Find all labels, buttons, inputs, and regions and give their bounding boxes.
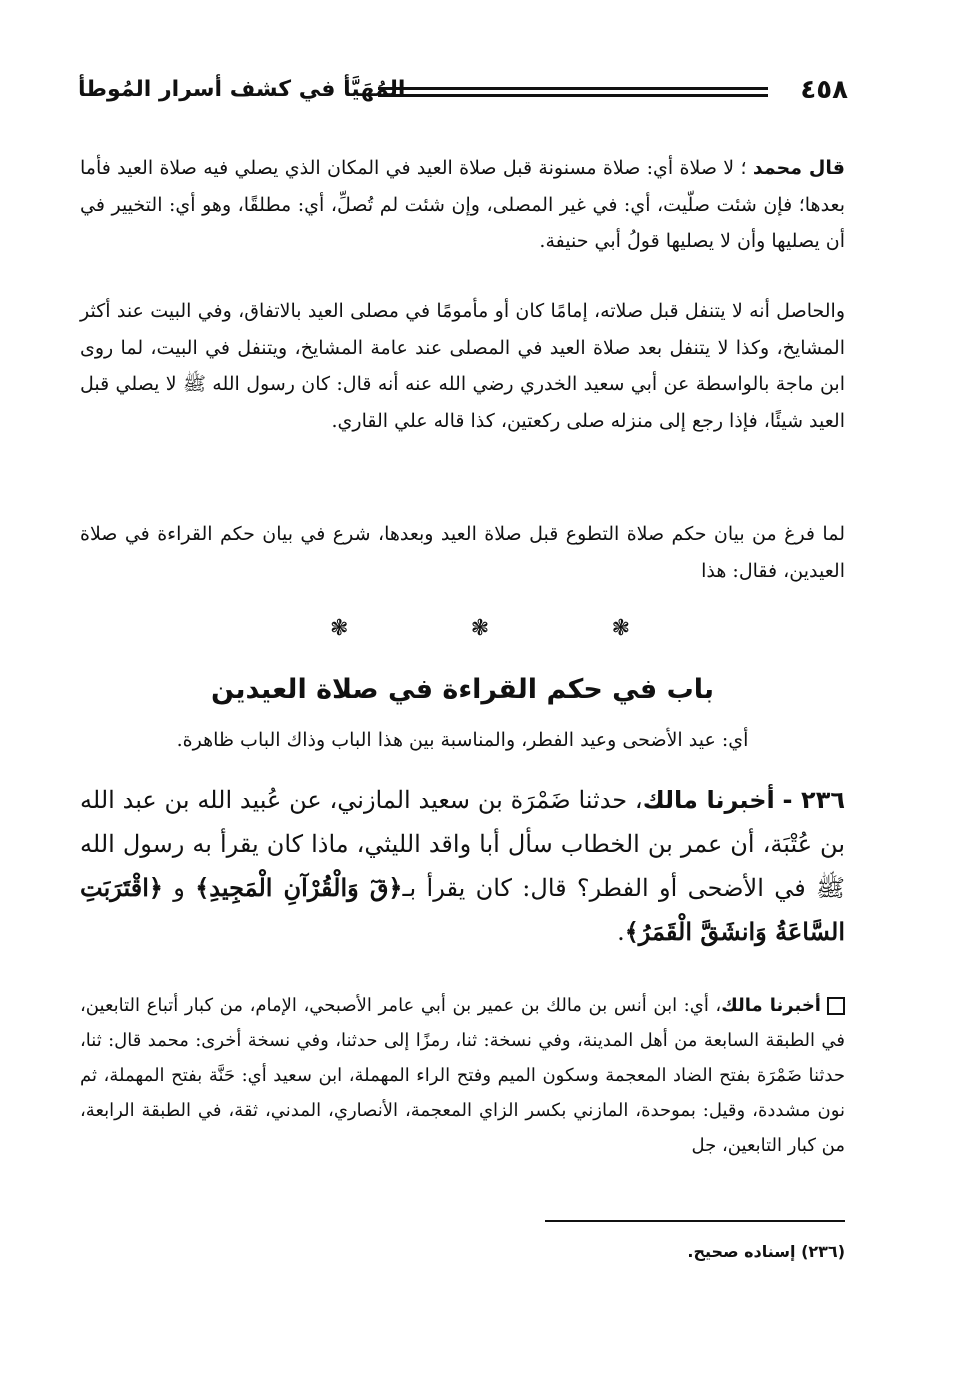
section-separator (330, 614, 630, 644)
header-rule (378, 87, 768, 95)
hadith-end: . (617, 918, 625, 946)
page-number: ٤٥٨ (800, 75, 848, 105)
hadith-body: ، حدثنا ضَمْرَة بن سعيد المازني، عن عُبيد الله بن عبد الله بن عُتْبَة، أن عمر بن الخطاب سأل أبا واقد الليثي، ماذا كان يقرأ به رسول الله ﷺ في الأضحى أو الفطر؟ قال: كان يقرأ بـ (80, 786, 846, 902)
footnote: (٢٣٦) إسناده صحيح. (687, 1242, 845, 1261)
star-icon: ❃ (611, 616, 630, 641)
paragraph-text: أي: عيد الأضحى وعيد الفطر، والمناسبة بين هذا الباب وذاك الباب ظاهرة. (176, 729, 749, 751)
hadith-number: ٢٣٦ - (782, 786, 845, 814)
quran-verse: ﴿اقْتَرَبَتِ السَّاعَةُ وَانشَقَّ الْقَمَرُ﴾ (80, 873, 845, 946)
page-header (78, 70, 848, 114)
paragraph-text: لما فرغ من بيان حكم صلاة التطوع قبل صلاة العيد وبعدها، شرع في بيان حكم القراءة في صلاة العيدين، فقال: هذا (80, 523, 845, 582)
quran-verse: ﴿قٓ وَالْقُرْآنِ الْمَجِيدِ﴾ (195, 873, 403, 902)
square-bullet-icon (827, 997, 845, 1015)
book-title: المُهَيَّأ في كشف أسرار المُوطأ (78, 77, 406, 102)
hadith-lead: أخبرنا مالك (642, 786, 775, 814)
footnote-divider (545, 1220, 845, 1222)
commentary-text: ، أي: ابن أنس بن مالك بن عمير بن أبي عامر الأصبحي، الإمام، من كبار أتباع التابعين، في الطبقة السابعة من أهل المدينة، وفي نسخة: ثنا، رمزًا إلى حدثنا، وفي نسخة أخرى: محمد قال: ثنا، حدثنا ضَمْرَة بفتح الضاد المعجمة وسكون الميم وفتح الراء المهملة، ابن سعيد أي: حَنَّة بفتح المهملة، ثم نون مشددة، وقيل: بموحدة، المازني بكسر الزاي المعجمة، الأنصاري، المدني، ثقة، في الطبقة الرابعة، من كبار التابعين، جل (80, 995, 845, 1156)
star-icon: ❃ (330, 616, 349, 641)
paragraph-commentary-muhammad (80, 150, 845, 260)
paragraph-transition (80, 516, 845, 589)
commentary-paragraph (80, 988, 845, 1163)
paragraph-text: ؛ لا صلاة أي: صلاة مسنونة قبل صلاة العيد في المكان الذي يصلي فيه صلاة العيد فأما بعدها؛ فإن شئت صلّيت، أي: في غير المصلى، وإن شئت لم تُصلِّ، أي: مطلقًا، وهو أي: التخيير في أن يصليها وأن لا يصليها قولُ أبي حنيفة. (80, 157, 845, 252)
star-icon: ❃ (470, 616, 490, 641)
paragraph-text: والحاصل أنه لا يتنفل قبل صلاته، إمامًا كان أو مأمومًا في مصلى العيد بالاتفاق، وفي البيت عند أكثر المشايخ، وكذا لا يتنفل بعد صلاة العيد في المصلى عند عامة المشايخ، ويتنفل في البيت، لما روى ابن ماجة بالواسطة عن أبي سعيد الخدري رضي الله عنه أنه قال: كان رسول الله ﷺ لا يصلي قبل العيد شيئًا، فإذا رجع إلى منزله صلى ركعتين، كذا قاله علي القاري. (80, 300, 845, 432)
commentary-lead: أخبرنا مالك (721, 995, 821, 1016)
chapter-title: باب في حكم القراءة في صلاة العيدين (211, 674, 714, 705)
hadith-text (80, 778, 845, 954)
conjunction: و (162, 874, 196, 902)
paragraph-summary (80, 293, 845, 439)
chapter-explanation (80, 722, 845, 759)
speaker-label: قال محمد (752, 157, 845, 179)
